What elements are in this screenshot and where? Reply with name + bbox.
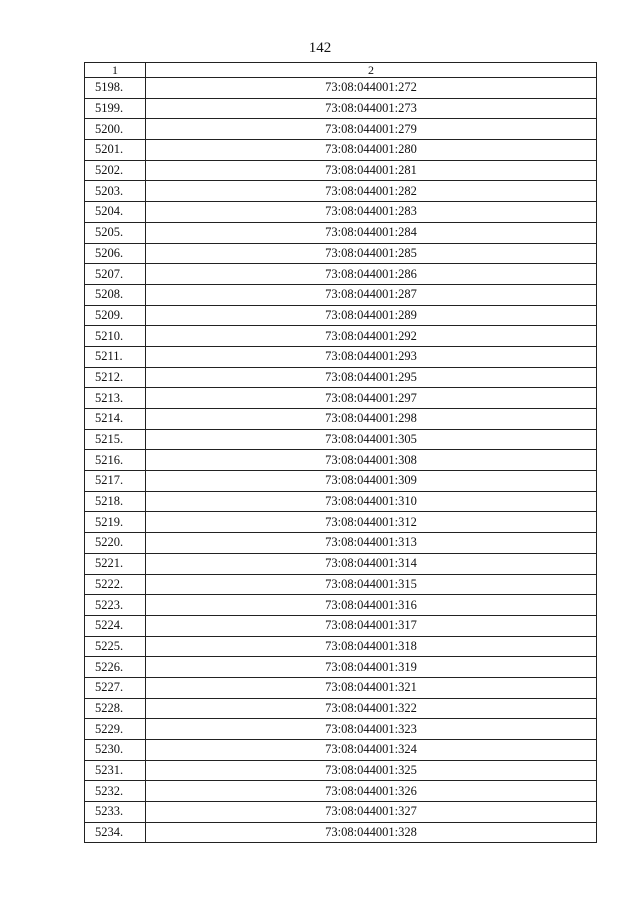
cadastral-number: 73:08:044001:284: [146, 222, 597, 243]
row-number: 5201.: [85, 140, 146, 161]
row-number: 5200.: [85, 119, 146, 140]
row-number: 5210.: [85, 326, 146, 347]
table-row: [85, 636, 597, 657]
table-row: [85, 615, 597, 636]
row-number: 5198.: [85, 78, 146, 99]
table-row: [85, 429, 597, 450]
cadastral-number: 73:08:044001:325: [146, 760, 597, 781]
table-body: [85, 78, 597, 843]
cadastral-number: 73:08:044001:309: [146, 471, 597, 492]
table-header: [85, 63, 597, 78]
row-number: 5228.: [85, 698, 146, 719]
row-number: 5226.: [85, 657, 146, 678]
cadastral-number: 73:08:044001:310: [146, 491, 597, 512]
row-number: 5213.: [85, 388, 146, 409]
header-row: [85, 63, 597, 78]
row-number: 5223.: [85, 595, 146, 616]
row-number: 5232.: [85, 781, 146, 802]
row-number: 5229.: [85, 719, 146, 740]
table-row: [85, 512, 597, 533]
cadastral-number: 73:08:044001:289: [146, 305, 597, 326]
cadastral-number: 73:08:044001:328: [146, 822, 597, 843]
cadastral-number: 73:08:044001:323: [146, 719, 597, 740]
row-number: 5203.: [85, 181, 146, 202]
table-row: [85, 388, 597, 409]
table-row: [85, 781, 597, 802]
table-row: [85, 698, 597, 719]
row-number: 5208.: [85, 284, 146, 305]
row-number: 5220.: [85, 533, 146, 554]
row-number: 5230.: [85, 740, 146, 761]
table-row: [85, 264, 597, 285]
table-row: [85, 574, 597, 595]
cadastral-number: 73:08:044001:327: [146, 802, 597, 823]
row-number: 5224.: [85, 615, 146, 636]
cadastral-number: 73:08:044001:287: [146, 284, 597, 305]
row-number: 5219.: [85, 512, 146, 533]
cadastral-number: 73:08:044001:308: [146, 450, 597, 471]
table-row: [85, 78, 597, 99]
row-number: 5199.: [85, 98, 146, 119]
cadastral-number: 73:08:044001:285: [146, 243, 597, 264]
cadastral-number: 73:08:044001:315: [146, 574, 597, 595]
cadastral-number: 73:08:044001:292: [146, 326, 597, 347]
row-number: 5205.: [85, 222, 146, 243]
table-row: [85, 471, 597, 492]
table-row: [85, 802, 597, 823]
row-number: 5212.: [85, 367, 146, 388]
table-row: [85, 346, 597, 367]
cadastral-number: 73:08:044001:313: [146, 533, 597, 554]
table-row: [85, 677, 597, 698]
cadastral-number: 73:08:044001:282: [146, 181, 597, 202]
cadastral-number: 73:08:044001:316: [146, 595, 597, 616]
table-row: [85, 305, 597, 326]
cadastral-number: 73:08:044001:293: [146, 346, 597, 367]
row-number: 5207.: [85, 264, 146, 285]
cadastral-number: 73:08:044001:322: [146, 698, 597, 719]
cadastral-number: 73:08:044001:318: [146, 636, 597, 657]
cadastral-number: 73:08:044001:305: [146, 429, 597, 450]
table-row: [85, 760, 597, 781]
row-number: 5216.: [85, 450, 146, 471]
table-row: [85, 822, 597, 843]
table-row: [85, 533, 597, 554]
cadastral-number: 73:08:044001:283: [146, 202, 597, 223]
table-row: [85, 98, 597, 119]
cadastral-number: 73:08:044001:312: [146, 512, 597, 533]
table-row: [85, 740, 597, 761]
cadastral-number: 73:08:044001:272: [146, 78, 597, 99]
cadastral-number: 73:08:044001:279: [146, 119, 597, 140]
cadastral-number: 73:08:044001:314: [146, 553, 597, 574]
row-number: 5206.: [85, 243, 146, 264]
cadastral-table: [84, 62, 597, 843]
row-number: 5234.: [85, 822, 146, 843]
row-number: 5221.: [85, 553, 146, 574]
table-row: [85, 657, 597, 678]
table-row: [85, 326, 597, 347]
cadastral-number: 73:08:044001:280: [146, 140, 597, 161]
cadastral-number: 73:08:044001:324: [146, 740, 597, 761]
cadastral-number: 73:08:044001:273: [146, 98, 597, 119]
row-number: 5214.: [85, 409, 146, 430]
table-row: [85, 160, 597, 181]
row-number: 5204.: [85, 202, 146, 223]
table-row: [85, 595, 597, 616]
row-number: 5202.: [85, 160, 146, 181]
row-number: 5227.: [85, 677, 146, 698]
table-row: [85, 367, 597, 388]
row-number: 5217.: [85, 471, 146, 492]
table-row: [85, 284, 597, 305]
row-number: 5209.: [85, 305, 146, 326]
table-row: [85, 553, 597, 574]
cadastral-number: 73:08:044001:326: [146, 781, 597, 802]
cadastral-number: 73:08:044001:298: [146, 409, 597, 430]
cadastral-number: 73:08:044001:321: [146, 677, 597, 698]
table-row: [85, 243, 597, 264]
table-row: [85, 202, 597, 223]
row-number: 5218.: [85, 491, 146, 512]
row-number: 5211.: [85, 346, 146, 367]
row-number: 5222.: [85, 574, 146, 595]
cadastral-number: 73:08:044001:317: [146, 615, 597, 636]
cadastral-number: 73:08:044001:286: [146, 264, 597, 285]
row-number: 5225.: [85, 636, 146, 657]
page-number: 142: [308, 40, 332, 56]
row-number: 5215.: [85, 429, 146, 450]
table-row: [85, 409, 597, 430]
table-row: [85, 181, 597, 202]
table-row: [85, 719, 597, 740]
cadastral-number: 73:08:044001:319: [146, 657, 597, 678]
cadastral-number: 73:08:044001:281: [146, 160, 597, 181]
header-col-2: 2: [146, 63, 597, 78]
table-row: [85, 119, 597, 140]
table-row: [85, 491, 597, 512]
row-number: 5231.: [85, 760, 146, 781]
cadastral-number: 73:08:044001:297: [146, 388, 597, 409]
header-col-1: 1: [85, 63, 146, 78]
row-number: 5233.: [85, 802, 146, 823]
table-row: [85, 222, 597, 243]
table-row: [85, 140, 597, 161]
table-row: [85, 450, 597, 471]
cadastral-number: 73:08:044001:295: [146, 367, 597, 388]
